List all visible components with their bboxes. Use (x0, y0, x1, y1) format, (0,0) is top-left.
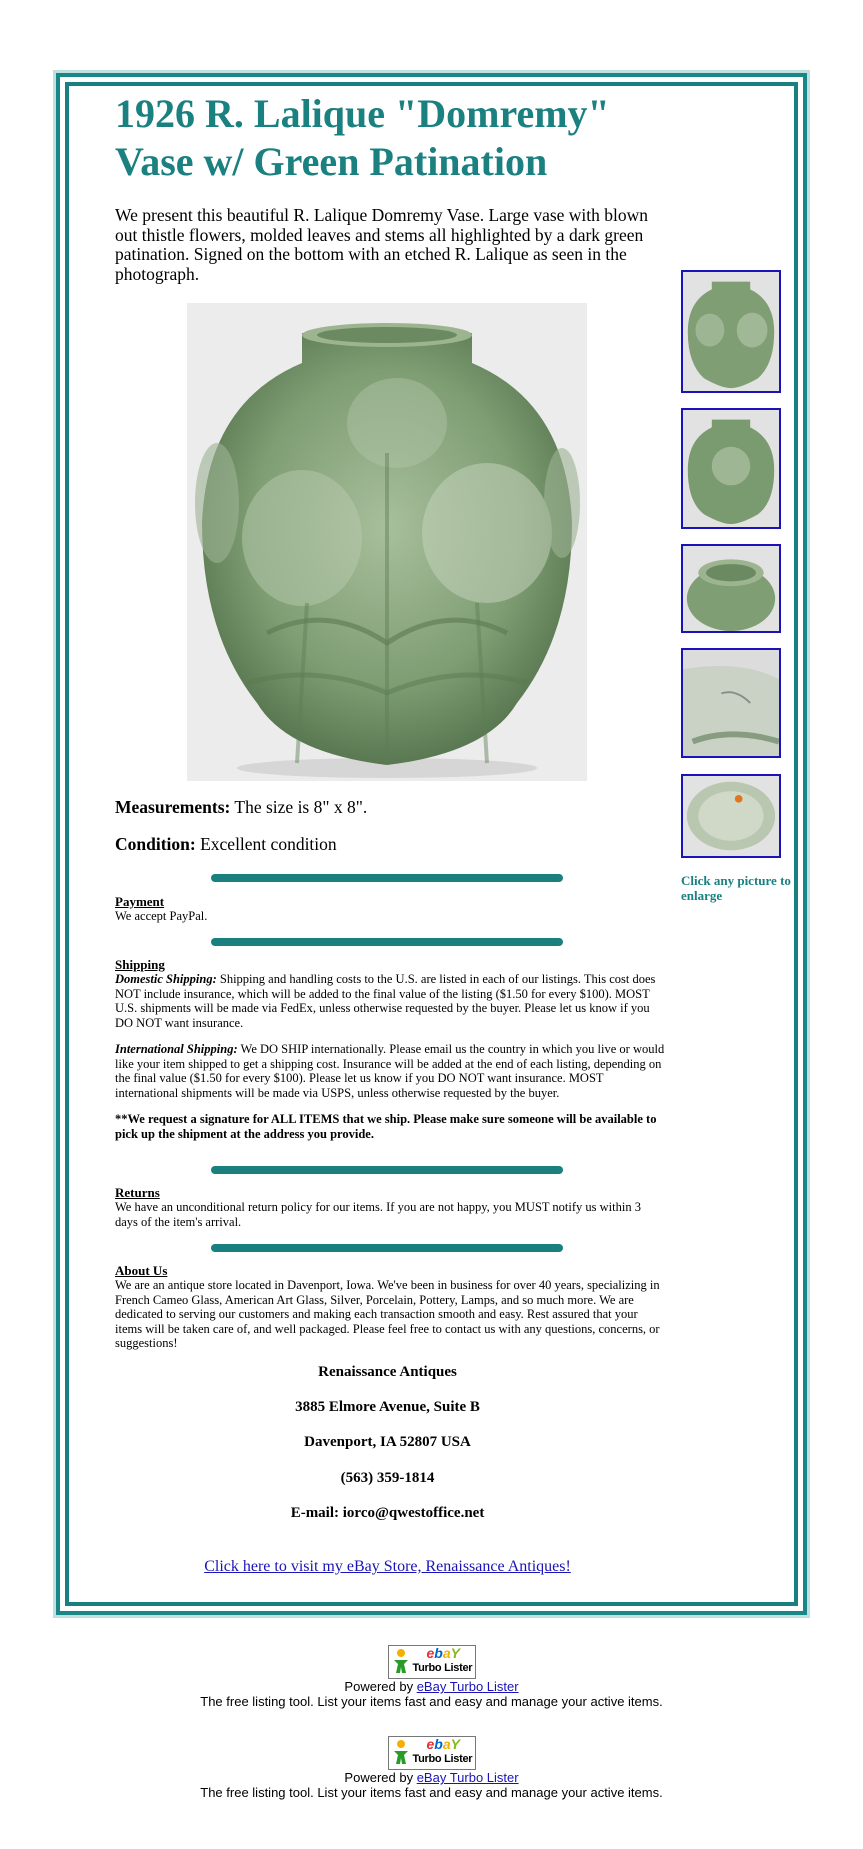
payment-text: We accept PayPal. (115, 909, 208, 923)
signature-note: **We request a signature for ALL ITEMS that we ship. Please make sure someone will be available to pick up the shipment at the address you provide. (115, 1112, 657, 1141)
thumbnail-signature[interactable] (681, 648, 781, 758)
domestic-shipping-text: Shipping and handling costs to the U.S. are listed in each of our listings. This cost does NOT include insurance, which will be added to the final value of the listing ($1.50 for every $100). MOST U.S. shipments will be made via FedEx, unless otherwise requested by the buyer. Please let us know if you DO NOT want insurance. (115, 972, 656, 1030)
turbo-lister-footer (0, 1645, 863, 1709)
section-divider (211, 1244, 563, 1252)
measurements-value: The size is 8" x 8". (230, 797, 368, 817)
turbo-lister-brand: ebaY (426, 1736, 460, 1752)
payment-section (115, 895, 665, 924)
domestic-shipping (115, 972, 665, 1030)
contact-email: E-mail: iorco@qwestoffice.net (290, 1505, 485, 1521)
turbo-lister-link[interactable]: eBay Turbo Lister (416, 1679, 519, 1694)
thumbnail-image (683, 776, 779, 856)
about-text: We are an antique store located in Davenport, Iowa. We've been in business for over 40 years, specializing in French Cameo Glass, American Art Glass, Silver, Porcelain, Pottery, Lamps, and so much more. We are dedicated to serving our customers and making each transaction smooth and easy. Rest assured that your items will be taken care of, and well packaged. Please feel free to contact us with any questions, concerns, or suggestions! (115, 1278, 660, 1350)
measurements (115, 797, 367, 818)
powered-by-label: Powered by (344, 1679, 417, 1694)
listing-intro: We present this beautiful R. Lalique Domremy Vase. Large vase with blown out thistle flowers, molded leaves and stems all highlighted by a dark green patination. Signed on the bottom with an etched R. Lalique as seen in the photograph. (115, 205, 649, 284)
thumbnail-base[interactable] (681, 774, 781, 858)
contact-phone: (563) 359-1814 (340, 1470, 435, 1486)
section-divider (211, 938, 563, 946)
powered-by-label: Powered by (344, 1770, 417, 1785)
turbo-lister-tagline: The free listing tool. List your items fast and easy and manage your active items. (200, 1694, 663, 1709)
payment-heading: Payment (115, 894, 165, 909)
section-divider (211, 874, 563, 882)
shipping-section (115, 958, 665, 1141)
turbo-lister-brand: ebaY (426, 1645, 460, 1661)
returns-section (115, 1186, 665, 1229)
about-section (115, 1264, 665, 1351)
thumbnail-side[interactable] (681, 408, 781, 529)
condition (115, 834, 337, 855)
contact-street: 3885 Elmore Avenue, Suite B (295, 1399, 480, 1415)
returns-text: We have an unconditional return policy for our items. If you are not happy, you MUST notify us within 3 days of the item's arrival. (115, 1200, 641, 1229)
turbo-lister-figure-icon (392, 1739, 410, 1765)
international-shipping-text: We DO SHIP internationally. Please email us the country in which you live or would like your item shipped to get a shipping cost. Insurance will be added at the end of each listing, depending on the final value ($1.50 for every $100). Please let us know if you DO NOT want insurance. MOST international shipments will be made via USPS, unless otherwise requested by the buyer. (115, 1042, 665, 1100)
turbo-lister-logo[interactable] (388, 1736, 476, 1770)
main-vase-photo[interactable] (187, 303, 587, 781)
ebay-store-link[interactable]: Click here to visit my eBay Store, Renaissance Antiques! (204, 1558, 571, 1575)
domestic-shipping-label: Domestic Shipping: (115, 972, 217, 986)
listing-title: 1926 R. Lalique "Domremy" Vase w/ Green Patination (115, 91, 610, 184)
condition-value: Excellent condition (195, 834, 337, 854)
turbo-lister-figure-icon (392, 1648, 410, 1674)
thumbnail-caption: Click any picture to enlarge (681, 873, 791, 903)
thumbnail-top-view[interactable] (681, 544, 781, 633)
turbo-lister-footer (0, 1736, 863, 1800)
contact-city: Davenport, IA 52807 USA (304, 1434, 471, 1450)
thumbnail-image (683, 272, 779, 391)
international-shipping (115, 1042, 665, 1100)
measurements-label: Measurements: (115, 797, 231, 817)
section-divider (211, 1166, 563, 1174)
turbo-lister-logo-text: Turbo Lister (412, 1662, 473, 1674)
turbo-lister-logo-text: Turbo Lister (412, 1753, 473, 1765)
thumbnail-front[interactable] (681, 270, 781, 393)
contact-name: Renaissance Antiques (318, 1364, 457, 1380)
returns-heading: Returns (115, 1185, 160, 1200)
condition-label: Condition: (115, 834, 196, 854)
turbo-lister-tagline: The free listing tool. List your items fast and easy and manage your active items. (200, 1785, 663, 1800)
shipping-heading: Shipping (115, 957, 165, 972)
international-shipping-label: International Shipping: (115, 1042, 238, 1056)
thumbnail-image (683, 410, 779, 527)
turbo-lister-logo[interactable] (388, 1645, 476, 1679)
turbo-lister-link[interactable]: eBay Turbo Lister (416, 1770, 519, 1785)
thumbnail-image (683, 546, 779, 631)
thumbnail-image (683, 650, 779, 756)
about-heading: About Us (115, 1263, 168, 1278)
vase-illustration (187, 303, 587, 781)
